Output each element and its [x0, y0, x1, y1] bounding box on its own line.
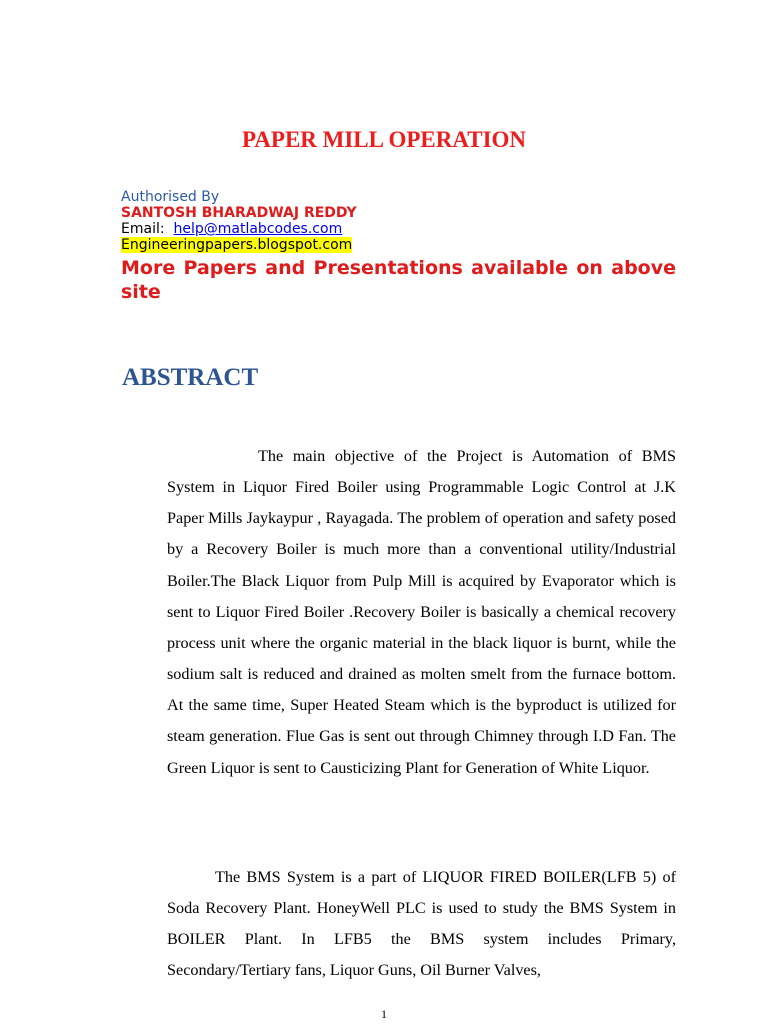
document-title: PAPER MILL OPERATION [241, 127, 527, 152]
more-papers-notice: More Papers and Presentations available on above site [121, 257, 676, 303]
author-name: SANTOSH BHARADWAJ REDDY [121, 205, 357, 221]
site-line [121, 237, 681, 253]
page-number: 1 [381, 1007, 387, 1021]
abstract-paragraph-1: The main objective of the Project is Automation of BMS System in Liquor Fired Boiler using Programmable Logic Control at J.K Paper Mills Jaykaypur , Rayagada. The problem of operation and safety posed by a Recovery Boiler is much more than a conventional utility/Industrial Boiler.The Black Liquor from Pulp Mill is acquired by Evaporator which is sent to Liquor Fired Boiler .Recovery Boiler is basically a chemical recovery process unit where the organic material in the black liquor is burnt, while the sodium salt is reduced and drained as molten smelt from the furnace bottom. At the same time, Super Heated Steam which is the byproduct is utilized for steam generation. Flue Gas is sent out through Chimney through I.D Fan. The Green Liquor is sent to Causticizing Plant for Generation of White Liquor. [167, 447, 676, 777]
site-link[interactable]: Engineeringpapers.blogspot.com [121, 237, 353, 253]
email-line [121, 221, 681, 237]
abstract-paragraph-2: The BMS System is a part of LIQUOR FIRED BOILER(LFB 5) of Soda Recovery Plant. HoneyWell PLC is used to study the BMS System in BOILER Plant. In LFB5 the BMS system includes Primary, Secondary/Tertiary fans, Liquor Guns, Oil Burner Valves, [167, 868, 676, 980]
abstract-heading: ABSTRACT [122, 364, 259, 391]
email-label: Email: [121, 221, 165, 237]
authorised-by-label: Authorised By [121, 189, 220, 205]
email-link[interactable]: help@matlabcodes.com [173, 221, 343, 237]
